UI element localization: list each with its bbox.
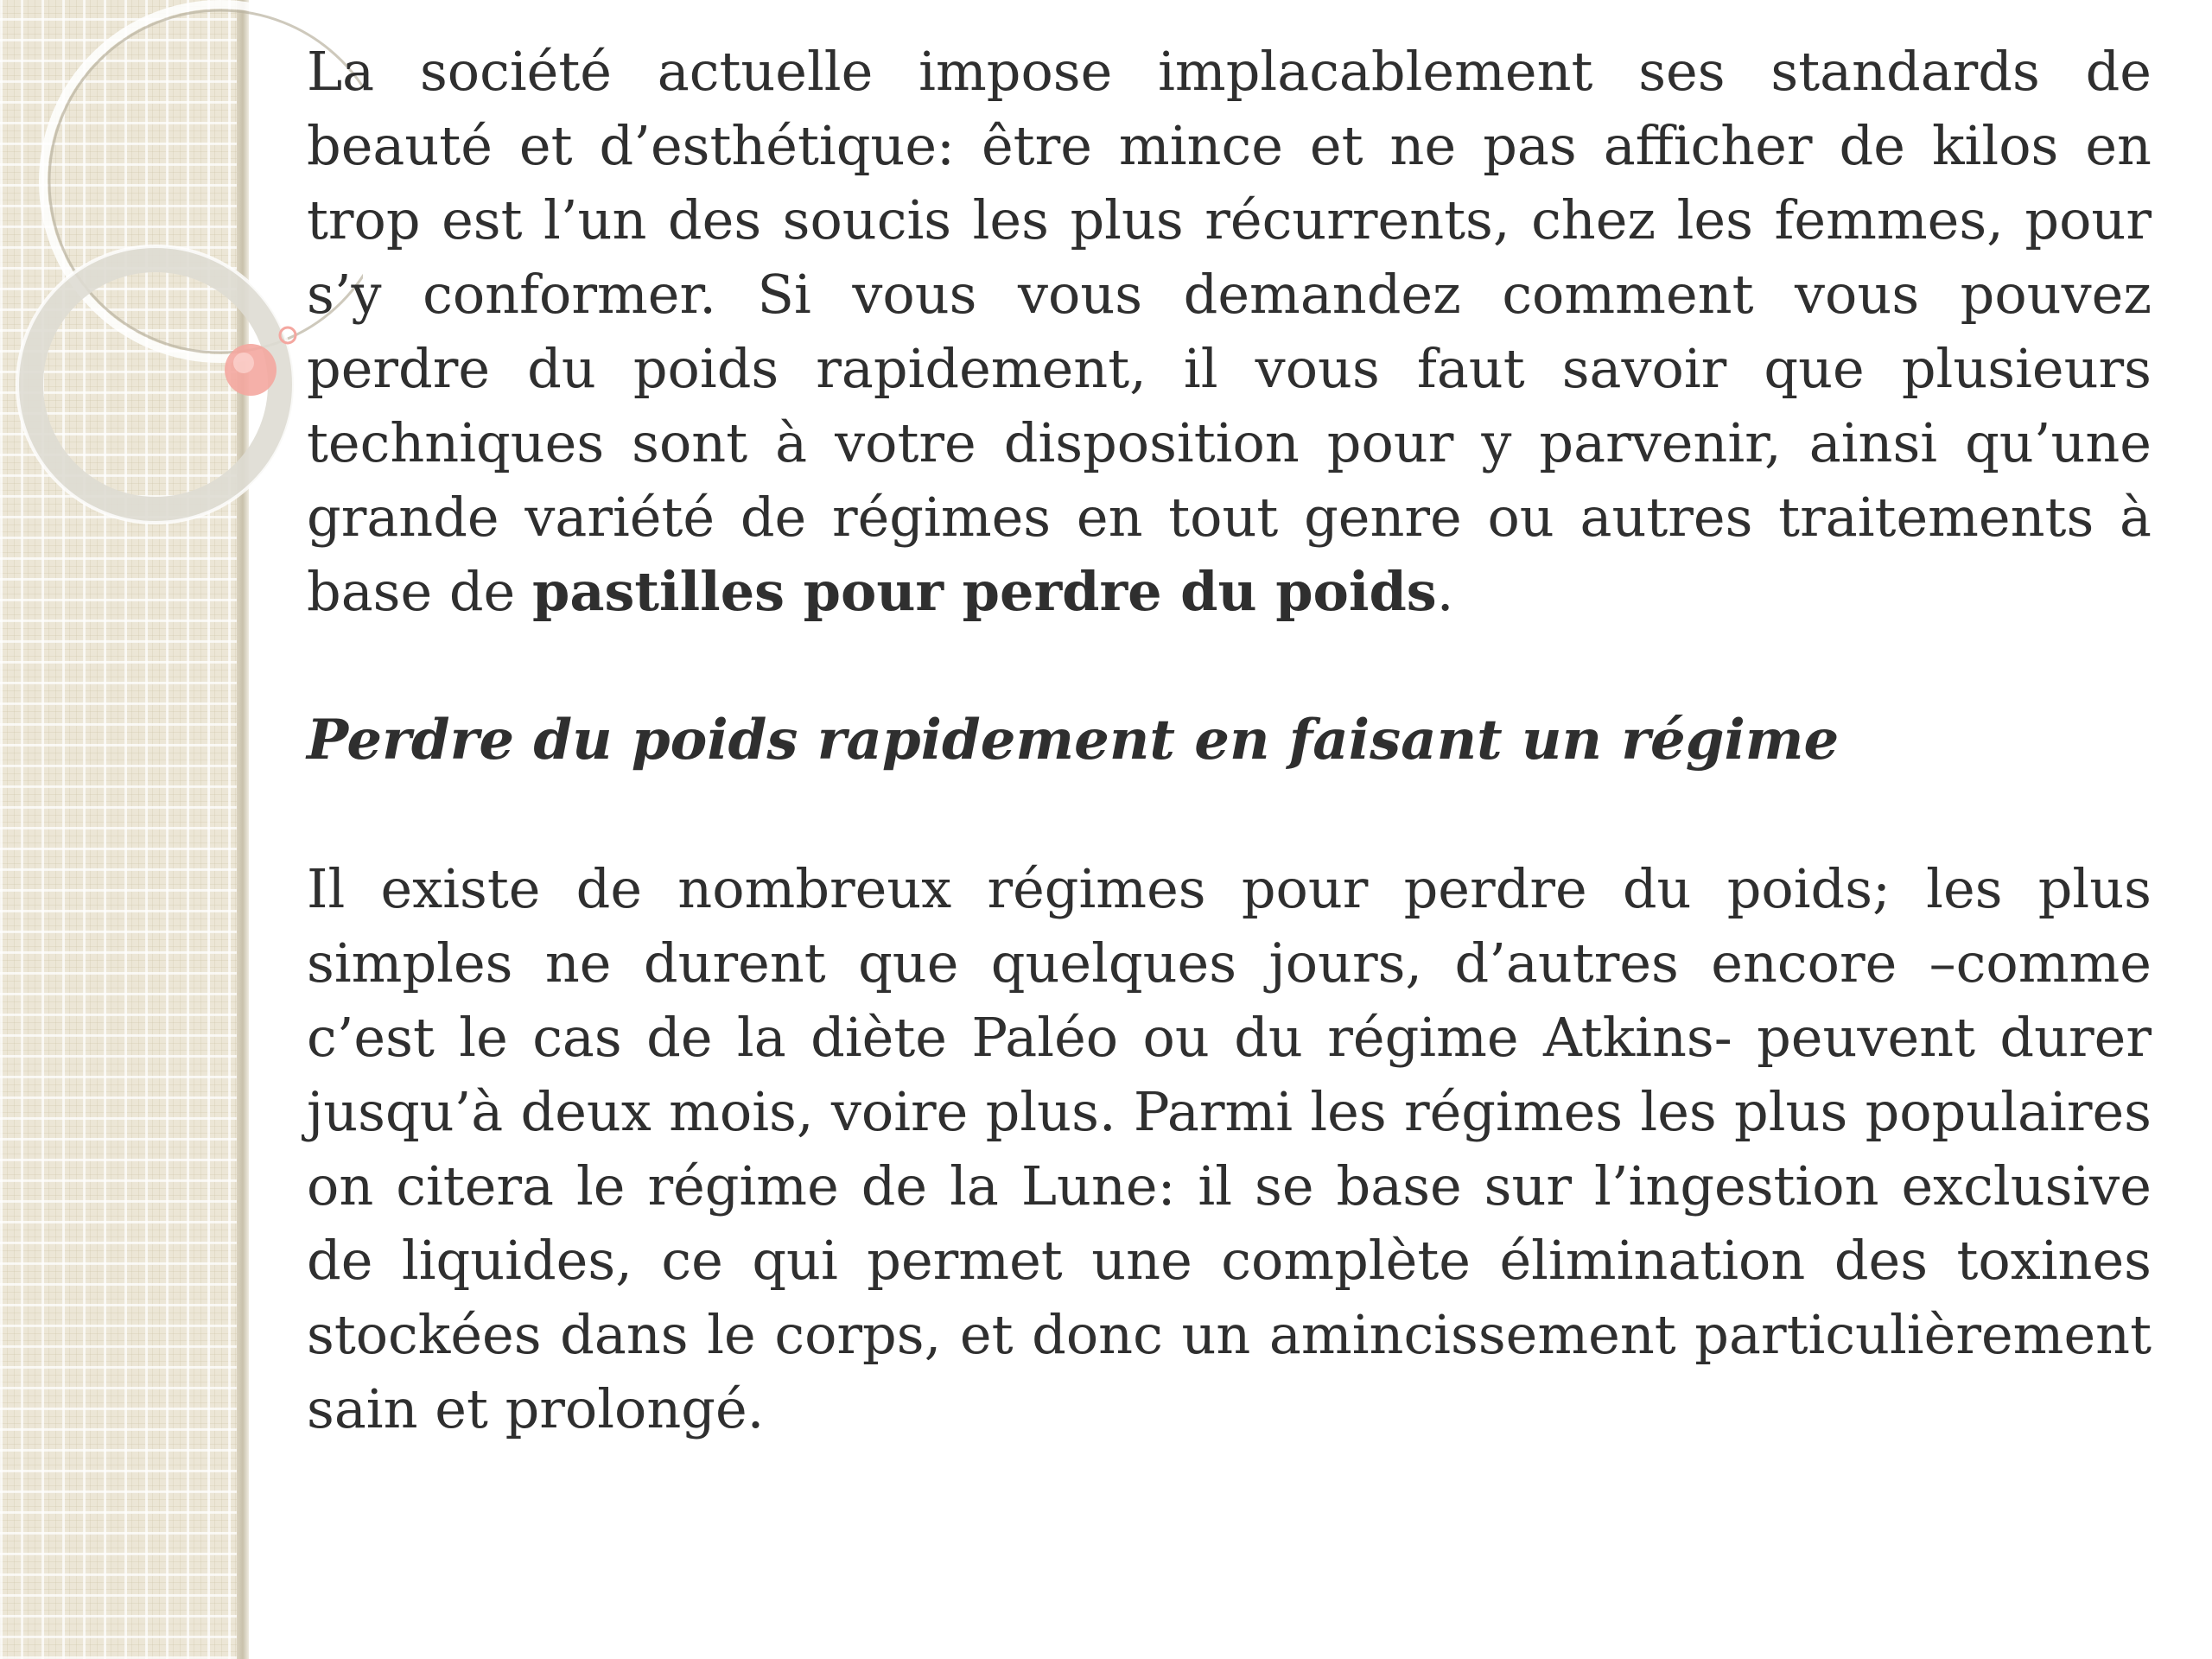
intro-paragraph-bold: pastilles pour perdre du poids [531,560,1437,623]
intro-paragraph-text: La société actuelle impose implacablement ses standards de beauté et d’esthétique: être mince et ne pas afficher de kilos en trop est l’un des soucis les plus récurrents, chez les femmes, pour s’y conformer. Si vous vous demandez comment vous pouvez perdre du poids rapidement, il vous faut savoir que plusieurs techniques sont à votre disposition pour y parvenir, ainsi qu’une grande variété de régimes en tout genre ou autres traitements à base de [307,40,2152,623]
body-paragraph: Il existe de nombreux régimes pour perdre du poids; les plus simples ne durent que quelques jours, d’autres encore –comme c’est le cas de la diète Paléo ou du régime Atkins- peuvent durer jusqu’à deux mois, voire plus. Parmi les régimes les plus populaires on citera le régime de la Lune: il se base sur l’ingestion exclusive de liquides, ce qui permet une complète élimination des toxines stockées dans le corps, et donc un amincissement particulièrement sain et prolongé. [307,857,2152,1440]
accent-dot-highlight [233,353,254,373]
section-heading: Perdre du poids rapidement en faisant un régime [307,708,1840,772]
intro-paragraph [307,35,2152,629]
intro-paragraph-end: . [1436,560,1454,623]
slide-content [307,35,2152,1446]
